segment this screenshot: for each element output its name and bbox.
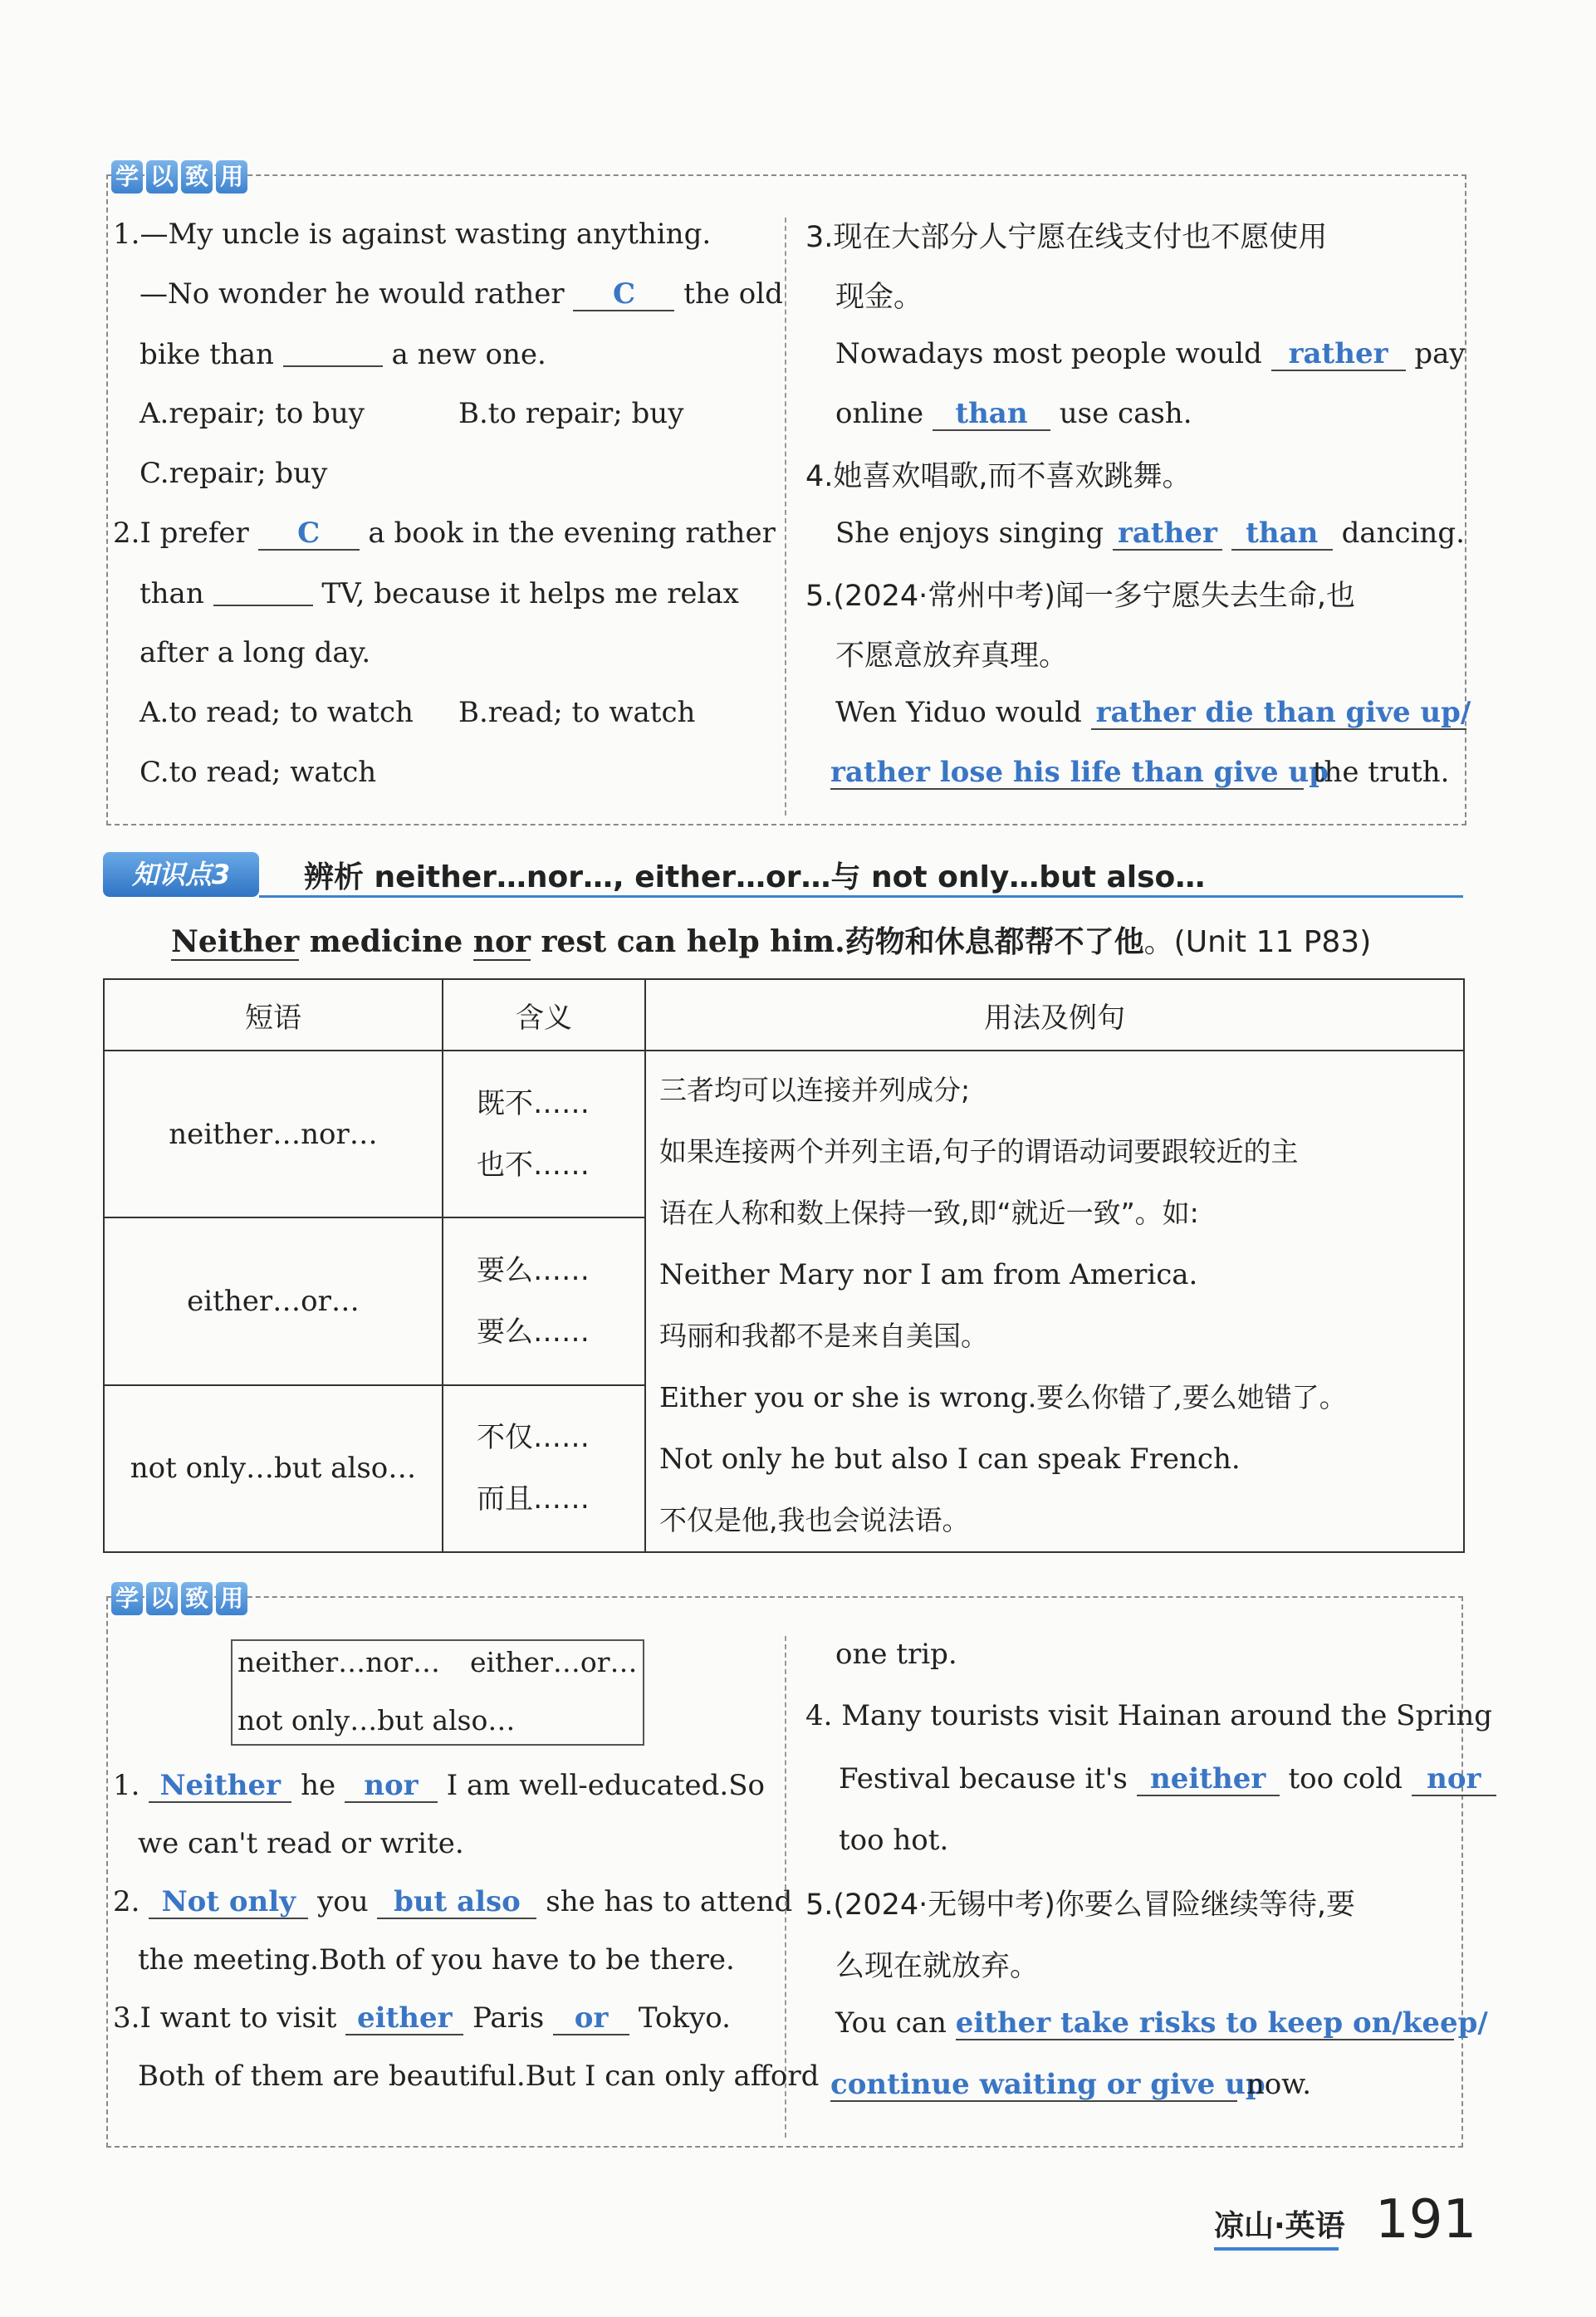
s2-q5-answer-2: continue waiting or give up [830,2068,1266,2101]
word-box-item: either…or… [470,1646,638,1678]
s2-q2-answer-1: Not only [149,1888,308,1919]
footer-region: 凉山·英语 [1214,2209,1345,2243]
s1-q1-option-b: B.to repair; buy [458,397,684,430]
s1-q3-answer-1: rather [1271,340,1406,371]
kp3-example: Neither medicine nor rest can help him.药物和休息都帮不了他。(Unit 11 P83) [171,924,1372,959]
s2-q1-answer-1: Neither [149,1771,291,1803]
s2-q1-line1: 1. Neither he nor I am well-educated.So [113,1769,765,1802]
s2-q2-line1: 2. Not only you but also she has to attend [113,1885,793,1918]
page-number: 191 [1375,2189,1477,2251]
s2-q5-cn-line2: 么现在就放弃。 [835,1950,1040,1983]
s1-q4-answer-2: than [1231,519,1333,551]
s1-q5-cn-line2: 不愿意放弃真理。 [835,639,1069,673]
s1-q1-line1: 1.—My uncle is against wasting anything. [113,218,712,251]
s1-q4-line1: She enjoys singing rather than dancing. [835,517,1465,550]
s1-q3-answer-2: than [933,399,1050,431]
table-phrase-cell: not only…but also… [104,1385,443,1552]
table-header-meaning: 含义 [443,979,645,1051]
s1-q1-blank [283,337,383,367]
word-box-item: not only…but also… [237,1704,516,1737]
s1-q2-line1: 2.I prefer C a book in the evening rather [113,517,776,550]
table-header-row [104,979,1464,1051]
s1-q1-option-a: A.repair; to buy [140,397,365,430]
table-meaning-cell: 要么…… 要么…… [443,1217,645,1384]
s1-q5-line1: Wen Yiduo would rather die than give up/ [835,696,1471,729]
s2-q3-answer-2: or [553,2004,629,2035]
s2-q5-cn-line1: 5.(2024·无锡中考)你要么冒险继续等待,要 [805,1888,1356,1922]
table-header-usage: 用法及例句 [645,979,1464,1051]
s2-q5-line1: You can either take risks to keep on/keep/ [835,2006,1488,2040]
s2-q2-line2: the meeting.Both of you have to be there. [138,1943,735,1977]
s1-q2-answer: C [258,519,360,551]
table-phrase-cell: neither…nor… [104,1051,443,1217]
s1-q2-option-c: C.to read; watch [140,756,377,789]
table-meaning-cell: 既不…… 也不…… [443,1051,645,1217]
s2-q5-answer-1: either take risks to keep on/keep/ [955,2006,1488,2040]
s2-q5-line2: continue waiting or give up now. [830,2068,1312,2101]
practice-badge-1: 学 以 致 用 [111,158,247,196]
table-phrase-cell: either…or… [104,1217,443,1384]
s2-q3-line3: one trip. [835,1638,957,1671]
s2-q1-line2: we can't read or write. [138,1827,464,1860]
s1-q3-cn-line1: 3.现在大部分人宁愿在线支付也不愿使用 [805,221,1328,254]
practice-box-1-divider [785,218,786,816]
s1-q5-answer-2: rather lose his life than give up [830,756,1329,789]
s2-q4-line3: too hot. [839,1824,949,1857]
s1-q1-answer: C [573,280,674,311]
s1-q4-cn: 4.她喜欢唱歌,而不喜欢跳舞。 [805,460,1192,493]
table-header-phrase: 短语 [104,979,443,1051]
footer-underline [1214,2247,1339,2251]
s1-q3-line1: Nowadays most people would rather pay [835,337,1466,370]
s1-q3-line2: online than use cash. [835,397,1192,430]
s2-q3-line2: Both of them are beautiful.But I can only afford [138,2060,820,2093]
s2-q4-line2: Festival because it's neither too cold nor [839,1762,1496,1796]
knowledge-table [103,978,1465,1553]
table-usage-cell: 三者均可以连接并列成分; 如果连接两个并列主语,句子的谓语动词要跟较近的主 语在人称和数上保持一致,即“就近一致”。如: Neither Mary nor I am from America. 玛丽和我都不是来自美国。 Either you or she is wrong.要么你错了,要么她错了。 Not only he but also I can speak French. 不仅是他,我也会说法语。 [645,1051,1464,1552]
word-box-item: neither…nor… [237,1646,441,1678]
s1-q3-cn-line2: 现金。 [835,281,923,314]
s1-q2-line3: after a long day. [140,636,371,669]
s2-q3-line1: 3.I want to visit either Paris or Tokyo. [113,2001,731,2035]
s1-q5-cn-line1: 5.(2024·常州中考)闻一多宁愿失去生命,也 [805,580,1356,613]
kp3-title: 辨析 neither…nor…, either…or…与 not only…but also… [304,860,1206,894]
s2-q4-answer-2: nor [1412,1765,1496,1796]
s2-q4-answer-1: neither [1137,1765,1280,1796]
s1-q5-line2: rather lose his life than give up the truth. [830,756,1450,789]
s2-q1-answer-2: nor [345,1771,438,1803]
table-row [104,1051,1464,1217]
s2-q3-answer-1: either [345,2004,463,2035]
s1-q2-option-b: B.read; to watch [458,696,696,729]
s2-q4-line1: 4. Many tourists visit Hainan around the Spring [805,1699,1493,1732]
s2-q2-answer-2: but also [377,1888,536,1919]
practice-badge-2: 学 以 致 用 [111,1580,247,1618]
word-box [231,1639,644,1746]
s1-q2-line2: than TV, because it helps me relax [140,577,739,610]
s1-q2-option-a: A.to read; to watch [140,696,414,729]
s1-q5-answer-1: rather die than give up/ [1091,698,1466,730]
s1-q1-line2: —No wonder he would rather C the old [140,277,783,311]
s1-q2-blank [213,576,313,606]
s1-q1-line3: bike than a new one. [140,338,546,371]
kp3-badge: 知识点3 [103,852,259,897]
s1-q4-answer-1: rather [1113,519,1222,551]
table-meaning-cell: 不仅…… 而且…… [443,1385,645,1552]
s1-q1-option-c: C.repair; buy [140,457,328,490]
